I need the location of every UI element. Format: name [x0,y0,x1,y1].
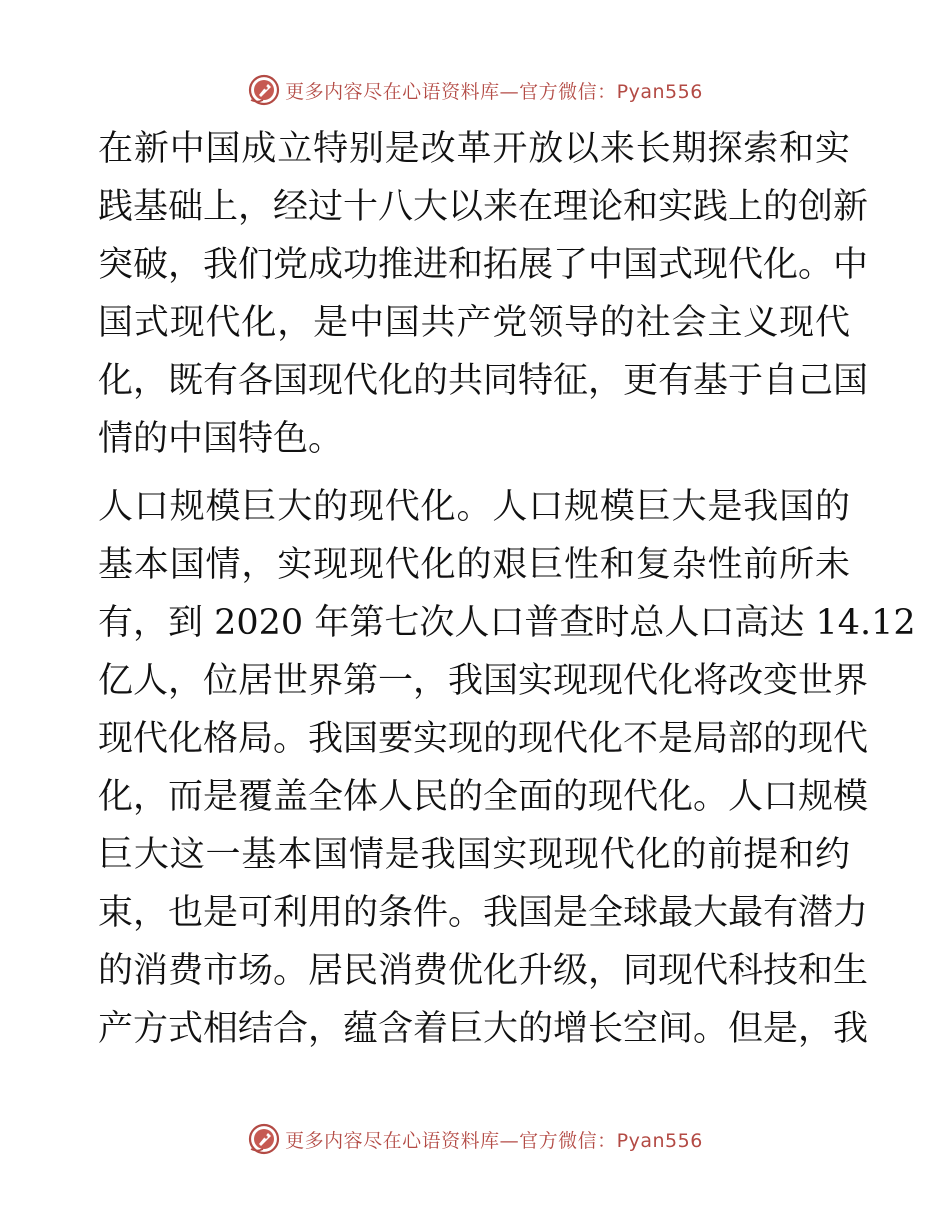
text-line: 束，也是可利用的条件。我国是全球最大最有潜力 [98,893,869,933]
footer-wechat-id: Pyan556 [616,1129,703,1152]
footer-banner-text [285,1126,703,1153]
text-line: 化，既有各国现代化的共同特征，更有基于自己国 [98,361,869,401]
footer-banner [0,1119,950,1159]
text-line: 践基础上，经过十八大以来在理论和实践上的创新 [98,187,869,227]
text-line: 国式现代化，是中国共产党领导的社会主义现代 [98,303,850,343]
paragraph [98,120,869,468]
text-line: 产方式相结合，蕴含着巨大的增长空间。但是，我 [98,1009,869,1049]
text-line: 化，而是覆盖全体人民的全面的现代化。人口规模 [98,777,869,817]
footer-banner-label: 更多内容尽在心语资料库—官方微信： [285,1129,617,1152]
text-line: 在新中国成立特别是改革开放以来长期探索和实 [98,129,850,169]
text-line: 情的中国特色。 [98,419,344,459]
text-line: 有，到 2020 年第七次人口普查时总人口高达 14.12 [98,603,916,643]
text-line: 巨大这一基本国情是我国实现现代化的前提和约 [98,835,850,875]
header-banner [0,70,950,110]
paragraph-gap [98,468,858,478]
header-wechat-id: Pyan556 [616,80,703,103]
text-line: 基本国情，实现现代化的艰巨性和复杂性前所未 [98,545,850,585]
pen-nib-circle-icon [247,1122,281,1156]
header-banner-text [285,77,703,104]
text-line: 亿人，位居世界第一，我国实现现代化将改变世界 [98,661,869,701]
text-line: 人口规模巨大的现代化。人口规模巨大是我国的 [98,487,850,527]
paragraph [98,478,916,1058]
document-body [98,120,916,1058]
header-banner-label: 更多内容尽在心语资料库—官方微信： [285,80,617,103]
pen-nib-circle-icon [247,73,281,107]
text-line: 的消费市场。居民消费优化升级，同现代科技和生 [98,951,869,991]
text-line: 突破，我们党成功推进和拓展了中国式现代化。中 [98,245,869,285]
text-line: 现代化格局。我国要实现的现代化不是局部的现代 [98,719,869,759]
